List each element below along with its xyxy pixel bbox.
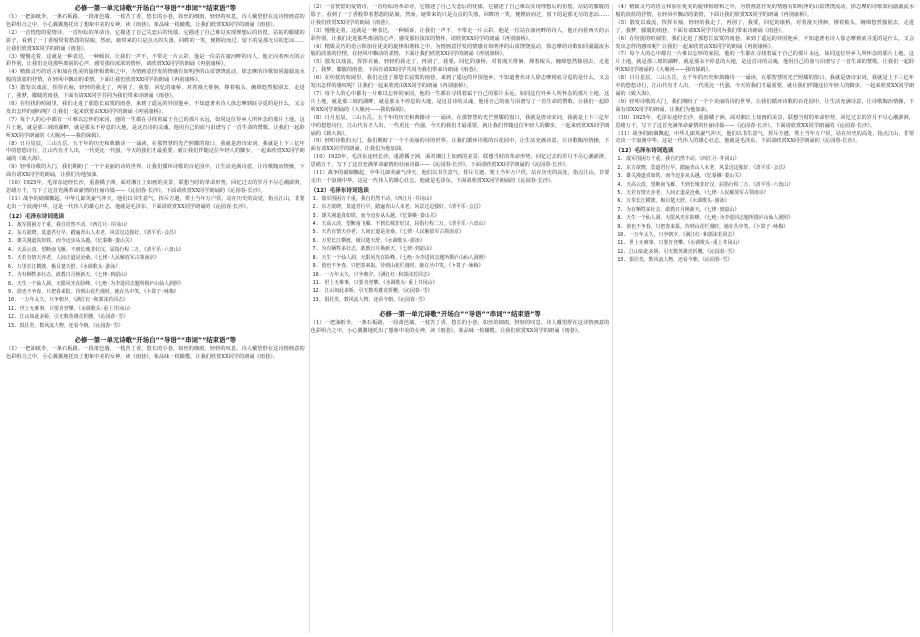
paragraph: （3）慢慢走着，这就是一种表达，一种倾诉，让我们一声不，不带走一片云彩。他是一位站在康河畔的诗人，他正向着西天的云彩作别，让我们走进那些离别的心声，感受那份浓浓的情怀，请欣赏XX同学的朗诵《再别康桥》。: [6, 53, 305, 68]
poem-line: 13. 俱往矣，数风流人物，还看今朝。《沁园春·雪》: [617, 257, 733, 264]
paragraph: （7）每个人的心中都有一片难以忘怀的家园，他的一生都在寻找着属于自己的那片永远，如同这位异乡人所怀念的那片土地。这片土地，就是那三坡的湖畔，就是那永不停息的大地，是这首诗的灵魂，他用自己的血与泪谱写了一首生命的赞歌。让我们一起聆听XX同学朗诵的《大堰河——我的保姆》。: [310, 90, 610, 113]
paragraph: （3）慢慢走着，这就是一种表达，一种倾诉，让我们一声不，不带走一片云彩。他是一位站在康河畔的诗人，他正向着西天的云彩作别，让我们走进那些离别的心声，感受那份浓浓的情怀，请欣赏XX同学的朗诵《再别康桥》。: [310, 27, 610, 42]
poem-line: 9. 俏也不争春，只把春来报。待到山花烂漫时，她在丛中笑。《卜算子·咏梅》: [617, 223, 789, 230]
paragraph: （11）战争的硝烟飘起，中华儿郎英豪气冲天，他们以书生意气，挥斥方遒，粪土当年万户侯。站在历史的高处，指点江山，非要走出一个浪漫中华。这是一代伟人的雄心壮志，他就是毛泽东，下面请欣赏XX同学朗诵的《沁园春·长沙》。: [615, 130, 915, 145]
poem-line: 7. 为有牺牲多壮志，敢教日月换新天。《七律·到韶山》: [617, 206, 740, 213]
poem-line: 2. 东方欲晓，莫道君行早。踏遍青山人未老，风景这边独好。《清平乐·会昌》: [312, 204, 484, 211]
document-title: 必修一第一单元诗歌“开场白”“导语”“串词”“结束语”等: [74, 4, 237, 12]
paragraph: （6）在纷扰的喧闹里，我们走进了那悠长寂寞的雨巷，来到了遥远的异国他乡，不知道著名诗人徐志摩到底寻觅的是什么，又会发出怎样的感叹呢？让我们一起来欣赏由XX同学的朗诵《再别康桥》。: [310, 75, 610, 90]
poem-line: 3. 雄关漫道真如铁，而今迈步从头越。《忆秦娥·娄山关》: [312, 212, 440, 219]
document-title: 必修一第一单元诗歌“开场白”“导语”“串词”“结束语”等: [379, 310, 541, 319]
paragraph: （7）每个人的心中都有一片难以忘怀的家园，他的一生都在寻找着属于自己的那片永远，如同这位异乡人所怀念的那片土地。这片土地，就是那三坡的湖畔，就是那永不停息的大地，是这首诗的灵魂，他用自己的血与泪谱写了一首生命的赞歌。让我们一起聆听XX同学朗诵的《大堰河——我的保姆》。: [6, 116, 305, 139]
poem-line: 4. 天高云淡，望断南飞雁。不到长城非好汉，屈指行程二万。《清平乐·六盘山》: [617, 181, 793, 188]
paragraph: （10）1925年，毛泽东途经长沙，重游橘子洲，面对湘江上如画的美景，联想当时的革命形势，回忆过去的岁月不尽心潮澎湃，思绪万千，写下了这首充满革命豪情的壮丽诗篇——《沁园春·长沙》。下面请欣赏XX同学朗诵的《沁园春·长沙》。: [6, 180, 305, 194]
poem-list: [311, 195, 610, 304]
paragraph: （10）1925年，毛泽东途经长沙，重游橘子洲，面对湘江上如画的美景，联想当时的革命形势，回忆过去的岁月不尽心潮澎湃，思绪万千，写下了这首充满革命豪情的壮丽诗篇——《沁园春·长沙》。下面请欣赏XX同学朗诵的《沁园春·长沙》。: [310, 154, 610, 169]
poem-line: 10. 一万年太久，只争朝夕。《满江红·和郭沫若同志》: [8, 297, 128, 304]
poem-line: 2. 东方欲晓，莫道君行早。踏遍青山人未老，风景这边独好。《清平乐·会昌》: [8, 230, 179, 237]
poem-line: 11. 世上无难事，只要肯登攀。《水调歌头·重上井冈山》: [617, 240, 743, 247]
poem-line: 12. 江山如此多娇，引无数英雄竞折腰。《沁园春·雪》: [312, 288, 433, 295]
section-title: （12）毛泽东诗词选读: [615, 148, 674, 155]
poem-line: 6. 万里长江横渡，极目楚天舒。《水调歌头·游泳》: [8, 263, 121, 270]
paragraph: （5）散发以戏流，挥挥衣袖，轻轻的我走了，再别了，我要，回忆的康桥，对着漫天徘徊，撑着梳头，缠绵悠然独别去，走进了，我梦，朦胧的雨巷，下面有请XX同学共同为我们带来诗朗诵《雨巷》。: [6, 85, 305, 100]
paragraph: （9）轻叩诗歌的大门，我们期盼了一个个美丽的诗的世界。让我们循环诗歌的百花园中，让生活充满诗意，让诗歌陶冶情操，下面有请XX同学的朗诵，让我们为他加油。: [615, 98, 915, 113]
poem-line: 8. 天生一个仙人洞，无限风光在险峰。《七绝·为李进同志题所摄庐山仙人洞照》: [617, 215, 793, 222]
section-title: （12）毛泽东诗词选读: [310, 187, 369, 194]
poem-line: 11. 世上无难事，只要肯登攀。《水调歌头·重上井冈山》: [312, 279, 438, 286]
paragraph: （9）轻叩诗歌的大门，我们期盼了一个个美丽的诗的世界。让我们循环诗歌的百花园中，让生活充满诗意，让诗歌陶冶情操，下面有请XX同学的朗诵，让我们为他加油。: [6, 164, 305, 179]
poem-line: 10. 一万年太久，只争朝夕。《满江红·和郭沫若同志》: [312, 271, 433, 278]
poem-line: 1. 敌军围困万千重，我自岿然不动。《西江月·井冈山》: [312, 195, 435, 202]
poem-line: 10. 一万年太久，只争朝夕。《满江红·和郭沫若同志》: [617, 231, 738, 238]
document-title: 必修一第一单元诗歌“开场白”“导语”“串词”“结束语”等: [74, 335, 237, 344]
poem-line: 3. 雄关漫道真如铁，而今迈步从头越。《忆秦娥·娄山关》: [8, 238, 135, 245]
paragraph: （9）轻叩诗歌的大门，我们期盼了一个个美丽的诗的世界。让我们循环诗歌的百花园中，让生活充满诗意，让诗歌陶冶情操，下面有请XX同学的朗诵，让我们为他加油。: [310, 138, 610, 153]
paragraph: （5）散发以戏流，挥挥衣袖，轻轻的我走了，再别了，我要，回忆的康桥，对着漫天徘徊，撑着梳头，缠绵悠然独别去，走进了，我梦，朦胧的雨巷，下面有请XX同学共同为我们带来诗朗诵《雨巷》。: [615, 19, 915, 34]
paragraph: （11）战争的硝烟飘起，中华儿郎英豪气冲天，他们以书生意气，挥斥方遒，粪土当年万户侯。站在历史的高处，指点江山，非要走出一个浪漫中华。这是一代伟人的雄心壮志，他就是毛泽东，下面请欣赏XX同学朗诵的《沁园春·长沙》。: [310, 170, 610, 184]
paragraph: （5）散发以戏流，挥挥衣袖，轻轻的我走了，再别了，我要，回忆的康桥，对着漫天徘徊，撑着梳头，缠绵悠然独别去，走进了，我梦，朦胧的雨巷，下面有请XX同学共同为我们带来诗朗诵《雨巷》。: [310, 59, 610, 74]
poem-line: 3. 雄关漫道真如铁，而今迈步从头越。《忆秦娥·娄山关》: [617, 173, 745, 180]
poem-line: 9. 俏也不争春，只把春来报。待到山花烂漫时，她在丛中笑。《卜算子·咏梅》: [8, 288, 179, 295]
poem-line: 7. 为有牺牲多壮志，敢教日月换新天。《七律·到韶山》: [312, 246, 435, 253]
paragraph: （8）日月星辰，三山五岳。五千年的历史和典籍诗一一诵读，在那智慧的光芒照耀的窗口，我就是唐诗宋词，我就是上下三亿年中的悠悠诗行，江山代有才人出，一代更比一代强，今天的我们才最重要，就让我们伴随这位年轻人的脚步，一起来欣赏XX同学朗诵的《致大海》。: [6, 140, 305, 163]
poem-line: 5. 天若有情天亦老，人间正道是沧桑。《七律·人民解放军占领南京》: [617, 189, 769, 196]
paragraph: （4）精致灵巧的语言和加在优美的旋律相谐和之中，为情画意抒发的情感有如明净的山泉饶饶流动，徐志摩的诗歌如同潺潺流水般的淡蓝的抒情，在轻风中飘动的柔情，下面让我们欣赏XX同学的朗诵《再别康桥》。: [615, 4, 915, 18]
poem-line: 13. 俱往矣，数风流人物，还看今朝。《沁园春·雪》: [312, 296, 428, 303]
paragraph: （2）一首恍惚的爱情诗，一首纷纭的革命诗，它描述了自己失恋后的忧郁，它描述了自己难以实现理想后的彷徨。站姑的朦胧的影子，看到了一丁香般带着愁怨的姑娘。然而，她带来的只是点点的失落，回眸的一笑，便擦肩而过，留下的是那无尽的悲凉……让我们欣赏XX同学的朗诵《雨巷》。: [310, 4, 610, 26]
paragraph: （1）一把油纸伞，一条石板路，一段莆芭墙，一枝苦丁香，悠长的小巷，如丝的细雨，轻轻的叹息。诗人戴望舒在这诗情画意的色彩组合之中，小心翼翼地托出了想象中美的女神，读《雨巷》，象品味一枚橄榄。让我们欣赏XX同学的朗诵《雨巷》。: [6, 14, 305, 28]
paragraph: （1）一把油纸伞，一条石板路，一段莆芭墙，一枝苦丁香，悠长的小巷，如丝的细雨，轻轻的叹息。诗人戴望舒在这诗情画意的色彩组合之中，小心翼翼地托出了想象中美的女神，读《雨巷》，象品味一枚橄榄。让我们欣赏XX同学的朗诵《雨巷》。: [6, 345, 305, 360]
paragraph: （4）精致灵巧的语言和加在优美的旋律相谐和之中，为情画意抒发的情感有如明净的山泉饶饶流动，徐志摩的诗歌如同潺潺流水般的淡蓝的抒情，在轻风中飘动的柔情，下面让我们欣赏XX同学的朗诵《再别康桥》。: [6, 69, 305, 84]
poem-line: 11. 世上无难事，只要肯登攀。《水调歌头·重上井冈山》: [8, 305, 133, 312]
poem-line: 5. 天若有情天亦老，人间正道是沧桑。《七律·人民解放军占领南京》: [8, 255, 160, 262]
column-3: [615, 4, 914, 633]
column-divider: [309, 4, 310, 633]
paragraph: （6）在纷扰的喧闹里，我们走进了那悠长寂寞的雨巷，来到了遥远的异国他乡，不知道著名诗人徐志摩到底寻觅的是什么，又会发出怎样的感叹呢？让我们一起来欣赏由XX同学的朗诵《再别康桥》。: [6, 100, 305, 115]
column-1: [6, 4, 305, 633]
paragraph: （8）日月星辰，三山五岳。五千年的历史和典籍诗一一诵读，在那智慧的光芒照耀的窗口，我就是唐诗宋词，我就是上下三亿年中的悠悠诗行，江山代有才人出，一代更比一代强，今天的我们才最重要，就让我们伴随这位年轻人的脚步，一起来欣赏XX同学朗诵的《致大海》。: [310, 114, 610, 137]
poem-line: 12. 江山如此多娇，引无数英雄竞折腰。《沁园春·雪》: [617, 248, 738, 255]
paragraph: （11）战争的硝烟飘起，中华儿郎英豪气冲天，他们以书生意气，挥斥方遒，粪土当年万户侯。站在历史的高处，指点江山，非要走出一个浪漫中华。这是一代伟人的雄心壮志，他就是毛泽东，下面请欣赏XX同学朗诵的《沁园春·长沙》。: [6, 195, 305, 210]
poem-line: 8. 天生一个仙人洞，无限风光在险峰。《七绝·为李进同志题所摄庐山仙人洞照》: [8, 280, 184, 287]
poem-line: 9. 俏也不争春，只把春来报。待到山花烂漫时，她在丛中笑。《卜算子·咏梅》: [312, 263, 484, 270]
poem-list: [6, 221, 305, 330]
paragraph: （6）在纷扰的喧闹里，我们走进了那悠长寂寞的雨巷，来到了遥远的异国他乡，不知道著名诗人徐志摩到底寻觅的是什么，又会发出怎样的感叹呢？让我们一起来欣赏由XX同学的朗诵《再别康桥》。: [615, 35, 915, 50]
poem-line: 1. 敌军围困万千重，我自岿然不动。《西江月·井冈山》: [8, 221, 130, 228]
poem-line: 5. 天若有情天亦老，人间正道是沧桑。《七律·人民解放军占领南京》: [312, 229, 464, 236]
column-divider: [612, 4, 613, 633]
paragraph: （1）一把油纸伞，一条石板路，一段莆芭墙，一枝苦丁香，悠长的小巷，如丝的细雨，轻轻的叹息。诗人戴望舒在这诗情画意的色彩组合之中，小心翼翼地托出了想象中美的女神，读《雨巷》，象品味一枚橄榄。让我们欣赏XX同学的朗诵《雨巷》。: [310, 320, 610, 335]
paragraph: （4）精致灵巧的语言和加在优美的旋律相谐和之中，为情画意抒发的情感有如明净的山泉饶饶流动，徐志摩的诗歌如同潺潺流水般的淡蓝的抒情，在轻风中飘动的柔情，下面让我们欣赏XX同学的朗诵《再别康桥》。: [310, 43, 610, 58]
paragraph: （10）1925年，毛泽东途经长沙，重游橘子洲，面对湘江上如画的美景，联想当时的革命形势，回忆过去的岁月不尽心潮澎湃，思绪万千，写下了这首充满革命豪情的壮丽诗篇——《沁园春·长沙》。下面请欣赏XX同学朗诵的《沁园春·长沙》。: [615, 114, 915, 129]
poem-list: [615, 155, 914, 264]
poem-line: 1. 敌军围困万千重，我自岿然不动。《西江月·井冈山》: [617, 156, 740, 163]
poem-line: 7. 为有牺牲多壮志，敢教日月换新天。《七律·到韶山》: [8, 272, 130, 279]
poem-line: 12. 江山如此多娇，引无数英雄竞折腰。《沁园春·雪》: [8, 314, 128, 321]
paragraph: （7）每个人的心中都有一片难以忘怀的家园，他的一生都在寻找着属于自己的那片永远，如同这位异乡人所怀念的那片土地。这片土地，就是那三坡的湖畔，就是那永不停息的大地，是这首诗的灵魂，他用自己的血与泪谱写了一首生命的赞歌。让我们一起聆听XX同学朗诵的《大堰河——我的保姆》。: [615, 51, 915, 74]
poem-line: 6. 万里长江横渡，极目楚天舒。《水调歌头·游泳》: [312, 237, 425, 244]
poem-line: 4. 天高云淡，望断南飞雁。不到长城非好汉，屈指行程二万。《清平乐·六盘山》: [312, 221, 489, 228]
poem-line: 4. 天高云淡，望断南飞雁。不到长城非好汉，屈指行程二万。《清平乐·六盘山》: [8, 246, 184, 253]
section-title: （12）毛泽东诗词选读: [6, 213, 65, 220]
column-2: [311, 4, 610, 633]
poem-line: 8. 天生一个仙人洞，无限风光在险峰。《七绝·为李进同志题所摄庐山仙人洞照》: [312, 254, 489, 261]
paragraph: （8）日月星辰，三山五岳。五千年的历史和典籍诗一一诵读，在那智慧的光芒照耀的窗口，我就是唐诗宋词，我就是上下三亿年中的悠悠诗行，江山代有才人出，一代更比一代强，今天的我们才最重要，就让我们伴随这位年轻人的脚步，一起来欣赏XX同学朗诵的《致大海》。: [615, 75, 915, 97]
poem-line: 6. 万里长江横渡，极目楚天舒。《水调歌头·游泳》: [617, 198, 730, 205]
poem-line: 2. 东方欲晓，莫道君行早。踏遍青山人未老，风景这边独好。《清平乐·会昌》: [617, 164, 789, 171]
paragraph: （2）一首恍惚的爱情诗，一首纷纭的革命诗，它描述了自己失恋后的忧郁，它描述了自己难以实现理想后的彷徨。站姑的朦胧的影子，看到了一丁香般带着愁怨的姑娘。然而，她带来的只是点点的失落，回眸的一笑，便擦肩而过，留下的是那无尽的悲凉……让我们欣赏XX同学的朗诵《雨巷》。: [6, 29, 305, 52]
poem-line: 13. 俱往矣，数风流人物，还看今朝。《沁园春·雪》: [8, 322, 123, 329]
